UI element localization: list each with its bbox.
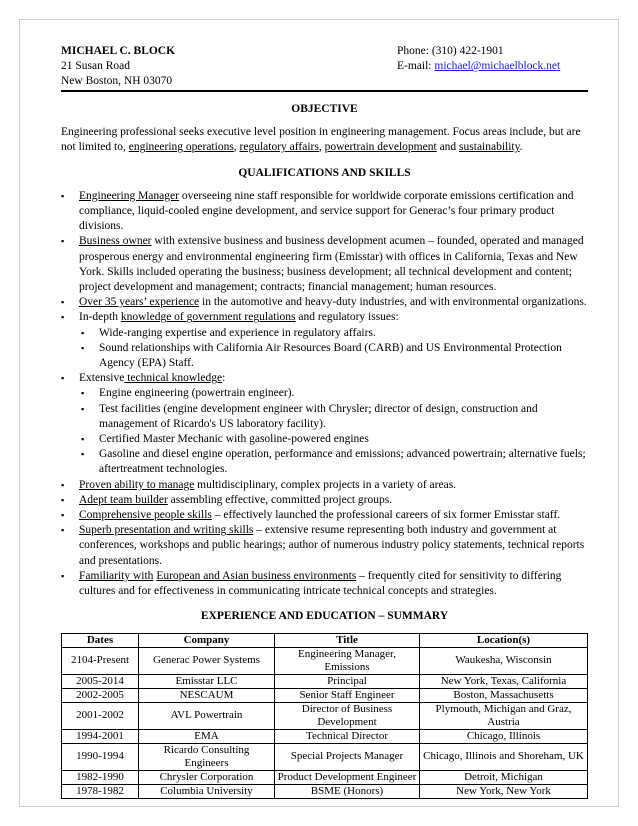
focus-regulatory-affairs: regulatory affairs: [239, 141, 319, 154]
qualification-key: knowledge of government regulations: [120, 311, 296, 324]
resume-content: [61, 44, 588, 799]
cell-dates: 2104-Present: [62, 647, 139, 674]
cell-dates: 1990-1994: [62, 743, 139, 770]
cell-title: Product Development Engineer: [275, 770, 420, 784]
objective-sep: ,: [233, 141, 240, 154]
cell-title: BSME (Honors): [275, 784, 420, 798]
cell-dates: 2002-2005: [62, 688, 139, 702]
qualification-key: European and Asian business environments: [156, 569, 357, 582]
qualification-subitem: ▪ Gasoline and diesel engine operation, performance and emissions; advanced powertrain; alternative fuels; aftertreatment technologies.: [79, 447, 588, 477]
cell-title: Engineering Manager, Emissions: [275, 647, 420, 674]
cell-location: Chicago, Illinois and Shoreham, UK: [420, 743, 588, 770]
summary-heading: EXPERIENCE AND EDUCATION – SUMMARY: [200, 610, 449, 623]
qualification-key: Superb presentation and writing skills: [79, 524, 254, 537]
address-line-1: 21 Susan Road: [61, 60, 130, 73]
qualification-text: – extensive resume representing both industry and government at conferences, workshops and public hearings; author of numerous industry policy statements, technical reports and presentations.: [79, 524, 585, 567]
qualification-text: in the automotive and heavy-duty industries, and with environmental organizations.: [199, 296, 587, 309]
qualification-text: – frequently cited for sensitivity to differing cultures and for effectiveness in communicating intricate technical concepts and strategies.: [79, 569, 562, 598]
cell-title: Senior Staff Engineer: [275, 688, 420, 702]
table-row: [62, 647, 588, 674]
focus-powertrain-development: powertrain development: [324, 141, 437, 154]
cell-location: Detroit, Michigan: [420, 770, 588, 784]
phone: Phone: (310) 422-1901: [397, 45, 504, 57]
contact-header: [61, 44, 588, 90]
column-header-dates: Dates: [62, 633, 139, 647]
qualification-item: [61, 478, 588, 493]
qualification-text: and regulatory issues:: [295, 311, 399, 324]
cell-title: Director of Business Development: [275, 702, 420, 729]
cell-location: Plymouth, Michigan and Graz, Austria: [420, 702, 588, 729]
objective-end: .: [519, 141, 523, 154]
qualification-item: [61, 189, 588, 235]
qualification-item: [61, 310, 588, 371]
objective-text: [61, 125, 588, 155]
qualification-item: [61, 508, 588, 523]
qualifications-heading: QUALIFICATIONS AND SKILLS: [238, 166, 411, 179]
cell-location: Boston, Massachusetts: [420, 688, 588, 702]
email-label: E-mail:: [397, 60, 435, 73]
cell-location: New York, New York: [420, 784, 588, 798]
focus-engineering-operations: engineering operations: [128, 141, 234, 154]
qualification-key: Familiarity with: [79, 569, 154, 582]
qualification-prefix: In-depth: [79, 311, 121, 324]
table-row: [62, 784, 588, 798]
table-row: [62, 688, 588, 702]
cell-company: Generac Power Systems: [139, 647, 275, 674]
objective-sep: and: [436, 141, 460, 154]
cell-location: New York, Texas, California: [420, 674, 588, 688]
qualification-sublist: [79, 386, 588, 477]
objective-intro: Engineering professional seeks executive level position in engineering management. Focus areas include, but are not limited to,: [61, 126, 581, 154]
table-row: [62, 743, 588, 770]
qualification-key: Over 35 years’ experience: [79, 296, 200, 309]
cell-company: Chrysler Corporation: [139, 770, 275, 784]
qualification-subitem: ▪ Certified Master Mechanic with gasoline-powered engines: [79, 432, 588, 447]
cell-dates: 1982-1990: [62, 770, 139, 784]
contact-right: [397, 44, 560, 74]
qualification-subitem: ▪ Engine engineering (powertrain engineer).: [79, 386, 588, 401]
qualifications-list: [61, 189, 588, 599]
qualification-key: Proven ability to manage: [79, 478, 195, 491]
qualification-text: with extensive business and business development acumen – founded, operated and managed prosperous energy and environmental engineering firm (Emisstar) with offices in California, Texas and New York. Skills included operating the business; business development; all technical development and content; project development and management; contracts; financial management; human resources.: [79, 235, 584, 294]
qualification-item: [61, 371, 588, 477]
cell-dates: 1994-2001: [62, 729, 139, 743]
candidate-name: MICHAEL C. BLOCK: [61, 45, 176, 57]
qualification-subitem: ▪ Test facilities (engine development engineer with Chrysler; director of design, construction and management of Ricardo's US laboratory facility).: [79, 402, 588, 432]
qualification-text: overseeing nine staff responsible for worldwide corporate emissions certification and compliance, liquid-cooled engine development, and service support for Generac’s four primary product divisions.: [79, 189, 574, 233]
qualification-text: :: [222, 372, 226, 385]
cell-company: Columbia University: [139, 784, 275, 798]
qualification-key: Comprehensive people skills: [79, 509, 212, 522]
column-header-title: Title: [275, 633, 420, 647]
cell-title: Technical Director: [275, 729, 420, 743]
qualification-item: [61, 295, 588, 310]
cell-dates: 2001-2002: [62, 702, 139, 729]
cell-company: Ricardo Consulting Engineers: [139, 743, 275, 770]
qualification-item: [61, 523, 588, 569]
cell-location: Waukesha, Wisconsin: [420, 647, 588, 674]
qualification-sublist: [79, 326, 588, 372]
objective-heading: OBJECTIVE: [291, 103, 358, 115]
cell-title: Special Projects Manager: [275, 743, 420, 770]
qualification-item: [61, 569, 588, 599]
qualification-text: multidisciplinary, complex projects in a variety of areas.: [194, 478, 457, 491]
cell-company: EMA: [139, 729, 275, 743]
table-body: [62, 647, 588, 798]
address-line-2: New Boston, NH 03070: [61, 75, 173, 88]
table-row: [62, 702, 588, 729]
column-header-location: Location(s): [420, 633, 588, 647]
qualification-key: Engineering Manager: [79, 189, 179, 202]
qualification-subitem: ▪ Sound relationships with California Air Resources Board (CARB) and US Environmental Protection Agency (EPA) Staff.: [79, 341, 588, 371]
cell-dates: 2005-2014: [62, 674, 139, 688]
qualification-text: assembling effective, committed project groups.: [167, 493, 393, 506]
qualification-key: technical knowledge: [124, 372, 223, 385]
qualification-prefix: Extensive: [79, 372, 125, 385]
table-row: [62, 674, 588, 688]
header-divider: [61, 90, 588, 92]
qualification-key: Business owner: [79, 235, 152, 248]
email-link[interactable]: michael@michaelblock.net: [434, 60, 561, 73]
contact-left: [61, 44, 175, 90]
cell-location: Chicago, Illinois: [420, 729, 588, 743]
cell-company: Emisstar LLC: [139, 674, 275, 688]
qualification-item: [61, 234, 588, 295]
objective-sep: ,: [318, 141, 325, 154]
table-row: [62, 729, 588, 743]
qualification-item: [61, 493, 588, 508]
qualification-text: – effectively launched the professional careers of six former Emisstar staff.: [211, 509, 561, 522]
qualification-subitem: ▪ Wide-ranging expertise and experience in regulatory affairs.: [79, 326, 588, 341]
focus-sustainability: sustainability: [459, 141, 520, 154]
table-row: [62, 770, 588, 784]
table-header-row: [62, 633, 588, 647]
cell-company: NESCAUM: [139, 688, 275, 702]
experience-summary-table: [61, 633, 588, 799]
column-header-company: Company: [139, 633, 275, 647]
qualification-key: Adept team builder: [79, 493, 168, 506]
cell-dates: 1978-1982: [62, 784, 139, 798]
cell-title: Principal: [275, 674, 420, 688]
email-line: [397, 59, 560, 74]
cell-company: AVL Powertrain: [139, 702, 275, 729]
